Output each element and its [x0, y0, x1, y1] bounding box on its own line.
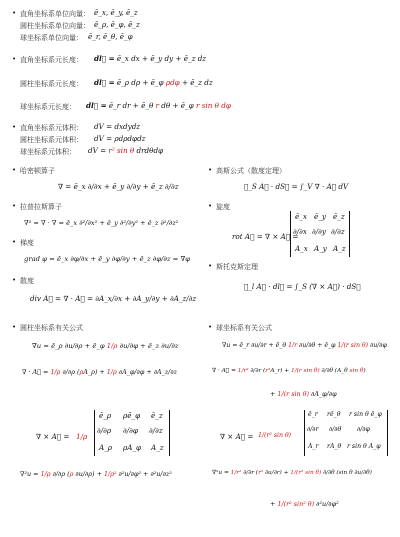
expr-part: ∇u = ē_ρ ∂u/∂ρ + ē_φ: [32, 342, 107, 350]
curl-cart-determinant: [290, 211, 350, 257]
expr-part: ∂u/∂ρ) +: [73, 470, 104, 478]
expr-part: dV =: [88, 146, 109, 155]
expr-red-part: 1/(r sin θ): [337, 342, 369, 349]
expr-red-part: 1/(r sin θ): [291, 368, 320, 374]
expr-part: ∇u = ē_r ∂u/∂r + ē_θ: [222, 342, 289, 349]
matrix-cell: ρē_φ: [123, 411, 141, 420]
expr-part: dθ + ē_φ: [159, 101, 196, 110]
curl-sph-lhs: ∇ × A⃗ =: [220, 432, 254, 441]
expr-part: ∇ · A⃗ =: [212, 368, 238, 374]
curl-sph-prefactor: 1/(r² sin θ): [258, 432, 292, 439]
title-cyl-formulas: 圆柱坐标系有关公式: [20, 324, 83, 332]
expr-red-part: r²: [258, 470, 264, 476]
matrix-cell: ρA_φ: [123, 443, 142, 452]
expr-red-part: sin θ: [349, 368, 364, 374]
expr-part: ∂/∂r (: [248, 368, 266, 374]
label-sph-volume: 球坐标系元体积：: [20, 148, 76, 156]
dl-lhs: dl⃗ =: [94, 78, 115, 87]
expr-red-part: 1/ρ: [40, 470, 51, 478]
expr-sph-grad: [222, 342, 387, 349]
title-sph-formulas: 球坐标系有关公式: [216, 324, 272, 332]
matrix-cell: ∂/∂ρ: [97, 426, 112, 435]
expr-part: ∂/∂ρ (: [50, 470, 70, 478]
matrix-cell: A_z: [333, 244, 346, 253]
title-stokes: 斯托克斯定理: [216, 263, 258, 271]
dl-lhs: dl⃗ =: [86, 101, 107, 110]
expr-sph-line: [86, 101, 231, 110]
matrix-cell: A_z: [151, 443, 164, 452]
expr-part: + ē_z dz: [179, 78, 213, 87]
bullet: •: [12, 55, 17, 63]
matrix-cell: ∂/∂r: [307, 426, 319, 433]
expr-cart-line-body: ē_x dx + ē_y dy + ē_z dz: [114, 54, 207, 63]
matrix-cell: ∂/∂φ: [357, 426, 370, 433]
expr-red-part: ρdφ: [165, 78, 180, 87]
bullet: •: [12, 276, 17, 284]
expr-cyl-div: [22, 368, 177, 376]
expr-sph-div: [212, 368, 366, 374]
expr-part: ∂A_φ/∂φ + ∂A_z/∂z: [116, 368, 178, 376]
label-cyl-units: 圆柱坐标系单位向量：: [20, 22, 90, 30]
expr-red-part: ρ: [69, 470, 74, 478]
matrix-cell: ē_x: [295, 212, 307, 221]
matrix-cell: ∂/∂x: [293, 227, 307, 236]
expr-red-part: 1/r²: [237, 368, 249, 374]
expr-cyl-laplace: [20, 470, 172, 478]
matrix-cell: rē_θ: [327, 411, 341, 418]
matrix-cell: r sin θ A_φ: [347, 443, 381, 450]
curl-sph-determinant: [304, 410, 388, 456]
title-laplace: 拉普拉斯算子: [20, 203, 62, 211]
expr-red-part: 1/ρ²: [103, 470, 117, 478]
expr-sph-units: ē_r, ē_θ, ē_φ: [88, 32, 133, 41]
title-gauss: 高斯公式（散度定理）: [216, 167, 286, 175]
expr-red-part: 1/ρ: [106, 368, 117, 376]
matrix-cell: ē_z: [333, 212, 345, 221]
expr-laplace: ∇² = ∇ · ∇ = ē_x ∂²/∂x² + ē_y ∂²/∂y² + ē_z ∂²/∂z²: [24, 219, 179, 227]
label-cyl-line: 圆柱坐标系元长度：: [20, 80, 83, 88]
expr-red-part: 1/r: [288, 342, 298, 349]
expr-part: ∂²u/∂φ² + ∂²u/∂z²: [116, 470, 172, 478]
bullet: •: [12, 202, 17, 210]
label-cart-volume: 直角坐标系元体积：: [20, 124, 83, 132]
matrix-cell: ∂/∂θ: [329, 426, 342, 433]
expr-red-part: 1/(r² sin² θ): [277, 500, 315, 508]
bullet: •: [12, 123, 17, 131]
expr-red-part: r sin θ dφ: [195, 101, 231, 110]
expr-red-part: 1/(r² sin θ): [290, 470, 322, 476]
expr-red-part: 1/(r sin θ): [277, 390, 310, 398]
matrix-cell: A_x: [295, 244, 308, 253]
bullet: •: [12, 166, 17, 174]
expr-cart-line: [94, 54, 206, 63]
label-sph-line: 球坐标系元长度：: [20, 103, 76, 111]
bullet: •: [12, 9, 17, 17]
matrix-cell: ē_ρ: [99, 411, 112, 420]
expr-part: ∂/∂r (: [241, 470, 259, 476]
curl-cyl-prefactor: 1/ρ: [76, 432, 88, 441]
matrix-cell: ē_r: [308, 411, 318, 418]
expr-sph-volume: [88, 146, 163, 155]
expr-part: ē_r dr + ē_θ: [106, 101, 156, 110]
expr-part: ): [363, 368, 366, 374]
label-cyl-volume: 圆柱坐标系元体积：: [20, 136, 83, 144]
matrix-cell: rA_θ: [327, 443, 342, 450]
label-cart-units: 直角坐标系单位向量：: [20, 10, 90, 18]
matrix-cell: A_y: [314, 244, 327, 253]
expr-part: ∂u/∂r) +: [263, 470, 291, 476]
label-cart-line: 直角坐标系元长度：: [20, 56, 83, 64]
matrix-cell: ∂/∂z: [331, 227, 345, 236]
curl-cart-lhs: rot A⃗ = ∇ × A⃗ =: [232, 232, 299, 241]
matrix-cell: r sin θ ē_φ: [349, 411, 382, 418]
matrix-cell: ∂/∂φ: [123, 426, 138, 435]
curl-cyl-lhs: ∇ × A⃗ =: [36, 432, 70, 441]
matrix-cell: ∂/∂z: [149, 426, 163, 435]
expr-sph-laplace: [212, 470, 372, 476]
expr-part: ∂/∂θ (sin θ ∂u/∂θ): [321, 470, 372, 476]
expr-cyl-units: ē_ρ, ē_φ, ē_z: [94, 20, 140, 29]
expr-divergence: div A⃗ = ∇ · A⃗ = ∂A_x/∂x + ∂A_y/∂y + ∂A_z/∂z: [30, 294, 197, 303]
bullet: •: [12, 323, 17, 331]
bullet: •: [208, 166, 213, 174]
expr-cart-volume: dV = dxdydz: [94, 122, 141, 131]
expr-part: ∂u/∂φ: [368, 342, 387, 349]
expr-cyl-grad: [32, 342, 178, 350]
matrix-cell: ē_y: [314, 212, 326, 221]
expr-red-part: 1/ρ: [50, 368, 61, 376]
expr-part: ∂²u/∂φ²: [314, 500, 339, 508]
expr-part: ē_ρ dρ + ē_φ: [114, 78, 166, 87]
expr-part: ∂u/∂φ + ē_z ∂u/∂z: [117, 342, 179, 350]
expr-red-part: r: [155, 101, 159, 110]
expr-part: ∂A_φ/∂φ: [309, 390, 337, 398]
matrix-cell: ∂/∂y: [312, 227, 326, 236]
expr-part: ∇²u =: [20, 470, 41, 478]
bullet: •: [12, 238, 17, 246]
expr-red-part: ρ: [79, 368, 84, 376]
expr-hamilton: ∇ = ē_x ∂/∂x + ē_y ∂/∂y + ē_z ∂/∂z: [58, 182, 179, 191]
expr-cart-units: ē_x, ē_y, ē_z: [94, 8, 138, 17]
expr-red-part: r²: [265, 368, 271, 374]
expr-part: +: [270, 390, 278, 398]
label-sph-units: 球坐标系单位向量：: [20, 34, 83, 42]
expr-part: ∇ · A⃗ =: [22, 368, 51, 376]
expr-red-part: 1/r²: [230, 470, 242, 476]
expr-sph-div-cont: [270, 390, 337, 398]
expr-part: drdθdφ: [134, 146, 164, 155]
expr-part: A_r) +: [270, 368, 291, 374]
expr-part: ∂u/∂θ + ē_φ: [297, 342, 338, 349]
matrix-cell: A_ρ: [99, 443, 113, 452]
bullet: •: [208, 262, 213, 270]
bullet: •: [208, 202, 213, 210]
expr-stokes: ∮_l A⃗ · dl⃗ = ∫_S (∇ × A⃗) · dS⃗: [244, 282, 361, 291]
expr-part: ∂/∂θ (A_θ: [319, 368, 350, 374]
expr-sph-laplace-cont: [270, 500, 339, 508]
title-divergence: 散度: [20, 277, 34, 285]
matrix-cell: A_r: [308, 443, 319, 450]
expr-part: ∂/∂ρ (: [60, 368, 80, 376]
curl-cyl-determinant: [94, 410, 170, 456]
expr-gauss: ∮_S A⃗ · dS⃗ = ∫_V ∇ · A⃗ dV: [244, 182, 349, 191]
title-gradient: 梯度: [20, 239, 34, 247]
title-curl: 旋度: [216, 203, 230, 211]
dl-lhs: dl⃗ =: [94, 54, 115, 63]
expr-red-part: 1/ρ: [106, 342, 118, 350]
title-hamilton: 哈密顿算子: [20, 167, 55, 175]
bullet: •: [208, 323, 213, 331]
expr-cyl-volume: dV = ρdρdφdz: [94, 134, 146, 143]
expr-part: A_ρ) +: [83, 368, 107, 376]
expr-gradient: grad φ = ē_x ∂φ/∂x + ē_y ∂φ/∂y + ē_z ∂φ/∂z = ∇φ: [24, 255, 190, 263]
expr-cyl-line: [94, 78, 213, 87]
expr-red-part: r² sin θ: [108, 146, 135, 155]
expr-part: +: [270, 500, 278, 508]
expr-part: ∇²u =: [212, 470, 231, 476]
matrix-cell: ē_z: [151, 411, 163, 420]
